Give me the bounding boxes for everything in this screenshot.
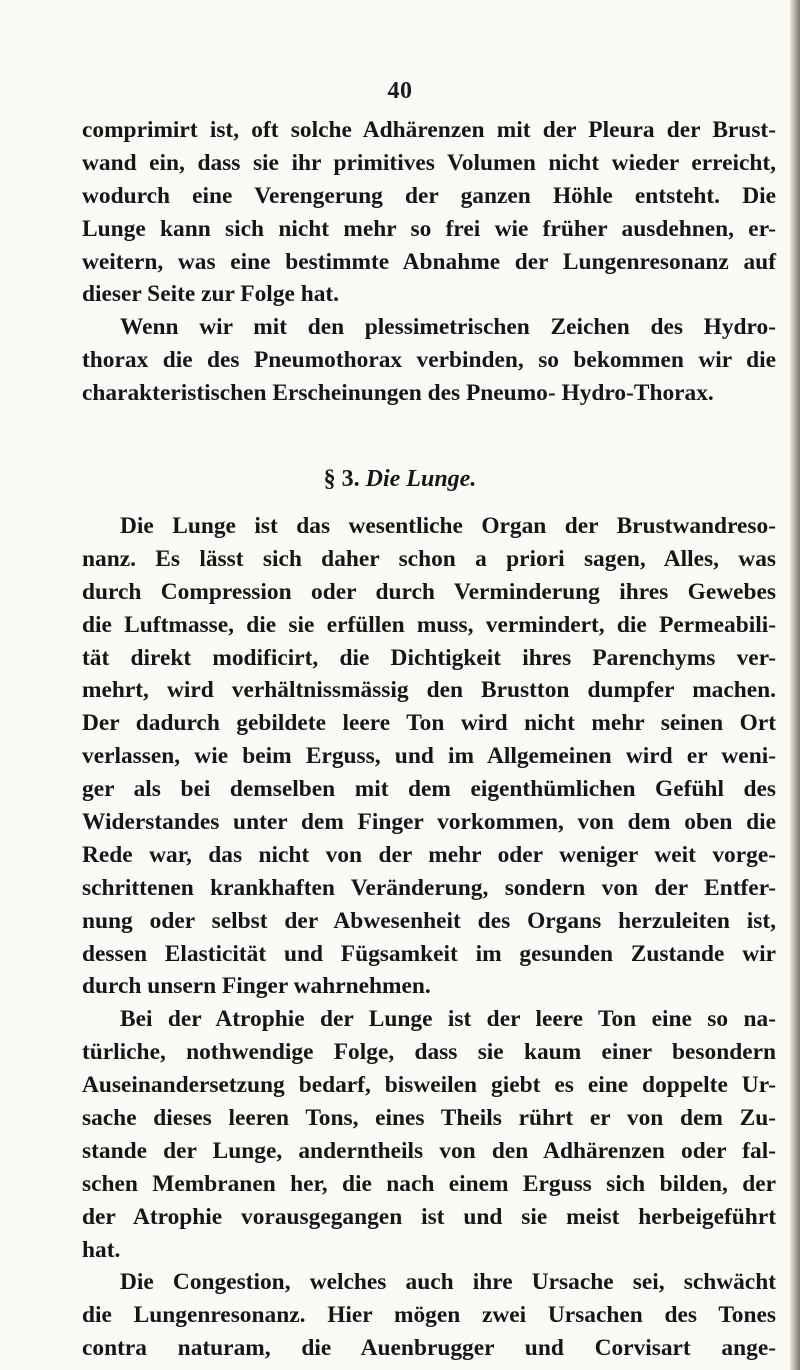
text-line: der Atrophie vorausgegangen ist und sie meist herbeigeführt <box>82 1203 776 1230</box>
text-line: wodurch eine Verengerung der ganzen Höhle entsteht. Die <box>82 182 776 209</box>
text-line: Auseinandersetzung bedarf, bisweilen giebt es eine doppelte Ur- <box>82 1072 776 1099</box>
text-line: comprimirt ist, oft solche Adhärenzen mit der Pleura der Brust- <box>82 117 776 143</box>
text-line: ger als bei demselben mit dem eigenthümlichen Gefühl des <box>82 776 776 803</box>
text-line: die Lungenresonanz. Hier mögen zwei Ursachen des Tones <box>82 1302 776 1329</box>
text-line: dessen Elasticität und Fügsamkeit im gesunden Zustande wir <box>82 940 776 967</box>
text-line: tät direkt modificirt, die Dichtigkeit ihres Parenchyms ver- <box>82 644 776 671</box>
text-line: dieser Seite zur Folge hat. <box>82 281 340 308</box>
text-line: Wenn wir mit den plessimetrischen Zeichen des Hydro- <box>120 314 776 341</box>
text-line: Widerstandes unter dem Finger vorkommen, von dem oben die <box>82 809 776 836</box>
text-line: türliche, nothwendige Folge, dass sie kaum einer besondern <box>82 1039 776 1066</box>
text-line: verlassen, wie beim Erguss, und im Allgemeinen wird er weni- <box>82 743 776 770</box>
text-line: sache dieses leeren Tons, eines Theils rührt er von dem Zu- <box>82 1105 776 1132</box>
section-mark: § 3. <box>323 466 360 492</box>
text-line: Der dadurch gebildete leere Ton wird nicht mehr seinen Ort <box>82 710 776 737</box>
body-text-top <box>82 114 776 410</box>
text-line: mehrt, wird verhältnissmässig den Brustton dumpfer machen. <box>82 677 776 704</box>
text-line: stande der Lunge, anderntheils von den Adhärenzen oder fal- <box>82 1137 776 1164</box>
body-text-main <box>82 510 776 1365</box>
text-line: Bei der Atrophie der Lunge ist der leere Ton eine so na- <box>120 1006 776 1033</box>
text-line: wand ein, dass sie ihr primitives Volumen nicht wieder erreicht, <box>82 149 776 176</box>
text-line: durch unsern Finger wahrnehmen. <box>82 973 431 1000</box>
text-line: hat. <box>82 1236 121 1263</box>
text-line: durch Compression oder durch Verminderung ihres Gewebes <box>82 578 776 605</box>
text-line: charakteristischen Erscheinungen des Pneumo- Hydro-Thorax. <box>82 380 714 407</box>
text-line: weitern, was eine bestimmte Abnahme der Lungenresonanz auf <box>82 248 776 275</box>
text-line: die Luftmasse, die sie erfüllen muss, vermindert, die Permeabili- <box>82 611 776 638</box>
text-line: Die Congestion, welches auch ihre Ursache sei, schwächt <box>120 1269 776 1296</box>
section-heading <box>0 466 800 493</box>
text-line: Rede war, das nicht von der mehr oder weniger weit vorge- <box>82 841 776 868</box>
text-line: contra naturam, die Auenbrugger und Corvisart ange- <box>82 1335 776 1362</box>
text-line: schen Membranen her, die nach einem Erguss sich bilden, der <box>82 1170 776 1197</box>
text-line: Die Lunge ist das wesentliche Organ der Brustwandreso- <box>120 513 776 539</box>
text-line: nanz. Es lässt sich daher schon a priori sagen, Alles, was <box>82 545 776 572</box>
page-number: 40 <box>387 78 413 104</box>
page-edge-shadow <box>790 0 800 1370</box>
text-line: Lunge kann sich nicht mehr so frei wie früher ausdehnen, er- <box>82 215 776 242</box>
section-title: Die Lunge. <box>365 466 477 492</box>
text-line: schrittenen krankhaften Veränderung, sondern von der Entfer- <box>82 874 776 901</box>
text-line: thorax die des Pneumothorax verbinden, so bekommen wir die <box>82 347 776 374</box>
text-line: nung oder selbst der Abwesenheit des Organs herzuleiten ist, <box>82 907 776 934</box>
